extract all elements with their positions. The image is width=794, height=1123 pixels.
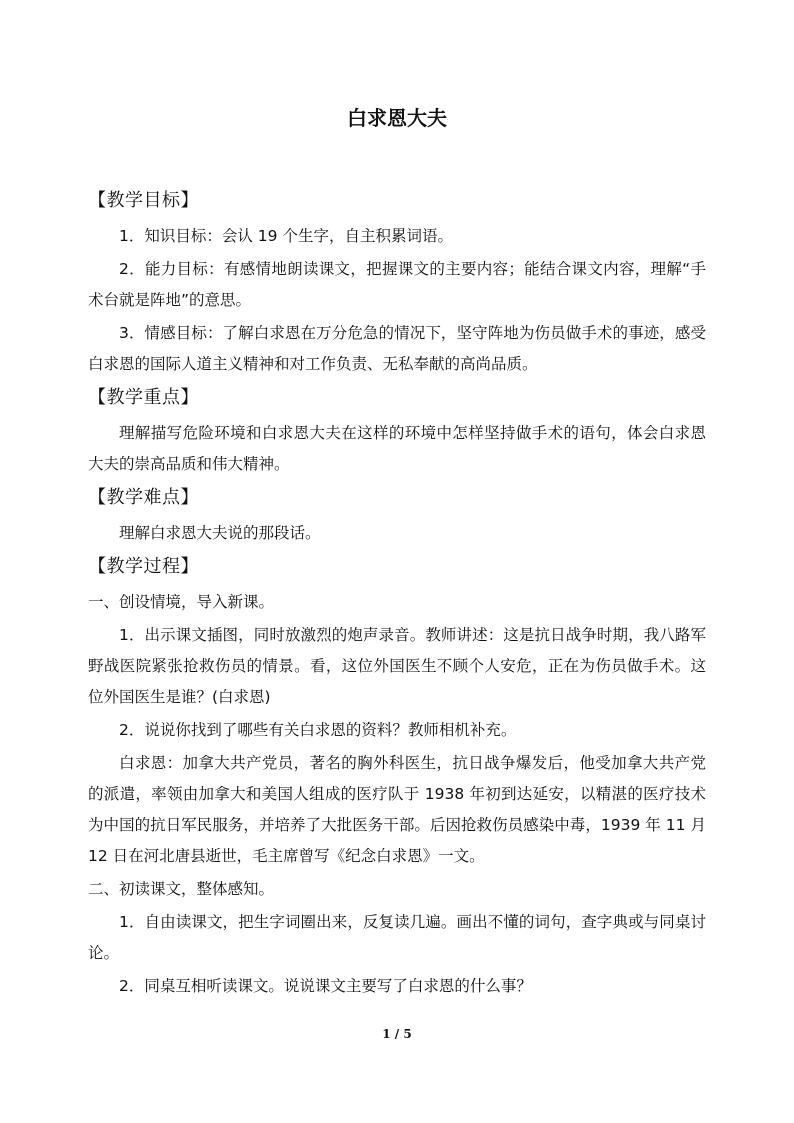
goal-item-ability: 2．能力目标：有感情地朗读课文，把握课文的主要内容；能结合课文内容，理解“手术台就是阵地”的意思。: [88, 260, 706, 309]
key-points-text: 理解描写危险环境和白求恩大夫在这样的环境中怎样坚持做手术的语句，体会白求恩大夫的崇高品质和伟大精神。: [88, 424, 706, 473]
document-body: [88, 185, 706, 1004]
difficulties-text: 理解白求恩大夫说的那段话。: [119, 524, 321, 542]
process-step2-paragraph-2: 2．同桌互相听读课文。说说课文主要写了白求恩的什么事？: [119, 977, 532, 995]
section-heading-difficulties: 【教学难点】: [88, 487, 199, 508]
process-step2-title: 二、初读课文，整体感知。: [88, 880, 275, 898]
page-number: 1 / 5: [382, 1027, 412, 1041]
process-step1-title: 一、创设情境，导入新课。: [88, 593, 275, 611]
section-heading-key-points: 【教学重点】: [88, 387, 199, 408]
goal-item-emotion: 3．情感目标：了解白求恩在万分危急的情况下，坚守阵地为伤员做手术的事迹，感受白求恩的国际人道主义精神和对工作负责、无私奉献的高尚品质。: [88, 324, 706, 373]
section-heading-goals: 【教学目标】: [88, 190, 199, 211]
process-step1-paragraph-2: 2．说说你找到了哪些有关白求恩的资料？教师相机补充。: [119, 721, 517, 739]
page-title: 白求恩大夫: [347, 106, 447, 130]
process-step1-paragraph-3: 白求恩：加拿大共产党员，著名的胸外科医生，抗日战争爆发后，他受加拿大共产党的派遣，率领由加拿大和美国人组成的医疗队于 1938 年初到达延安，以精湛的医疗技术为中国的抗日军民服务，并培养了大批医务干部。后因抢救伤员感染中毒，1939 年 11 月 12 日在河北唐县逝世，毛主席曾写《纪念白求恩》一文。: [88, 754, 706, 865]
process-step2-paragraph-1: 1．自由读课文，把生字词圈出来，反复读几遍。画出不懂的词句，查字典或与同桌讨论。: [88, 913, 706, 962]
process-step1-paragraph-1: 1．出示课文插图，同时放激烈的炮声录音。教师讲述：这是抗日战争时期，我八路军野战医院紧张抢救伤员的情景。看，这位外国医生不顾个人安危，正在为伤员做手术。这位外国医生是谁？(白求恩): [88, 626, 706, 706]
section-heading-process: 【教学过程】: [88, 556, 199, 577]
goal-item-knowledge: 1．知识目标：会认 19 个生字，自主积累词语。: [119, 227, 453, 245]
